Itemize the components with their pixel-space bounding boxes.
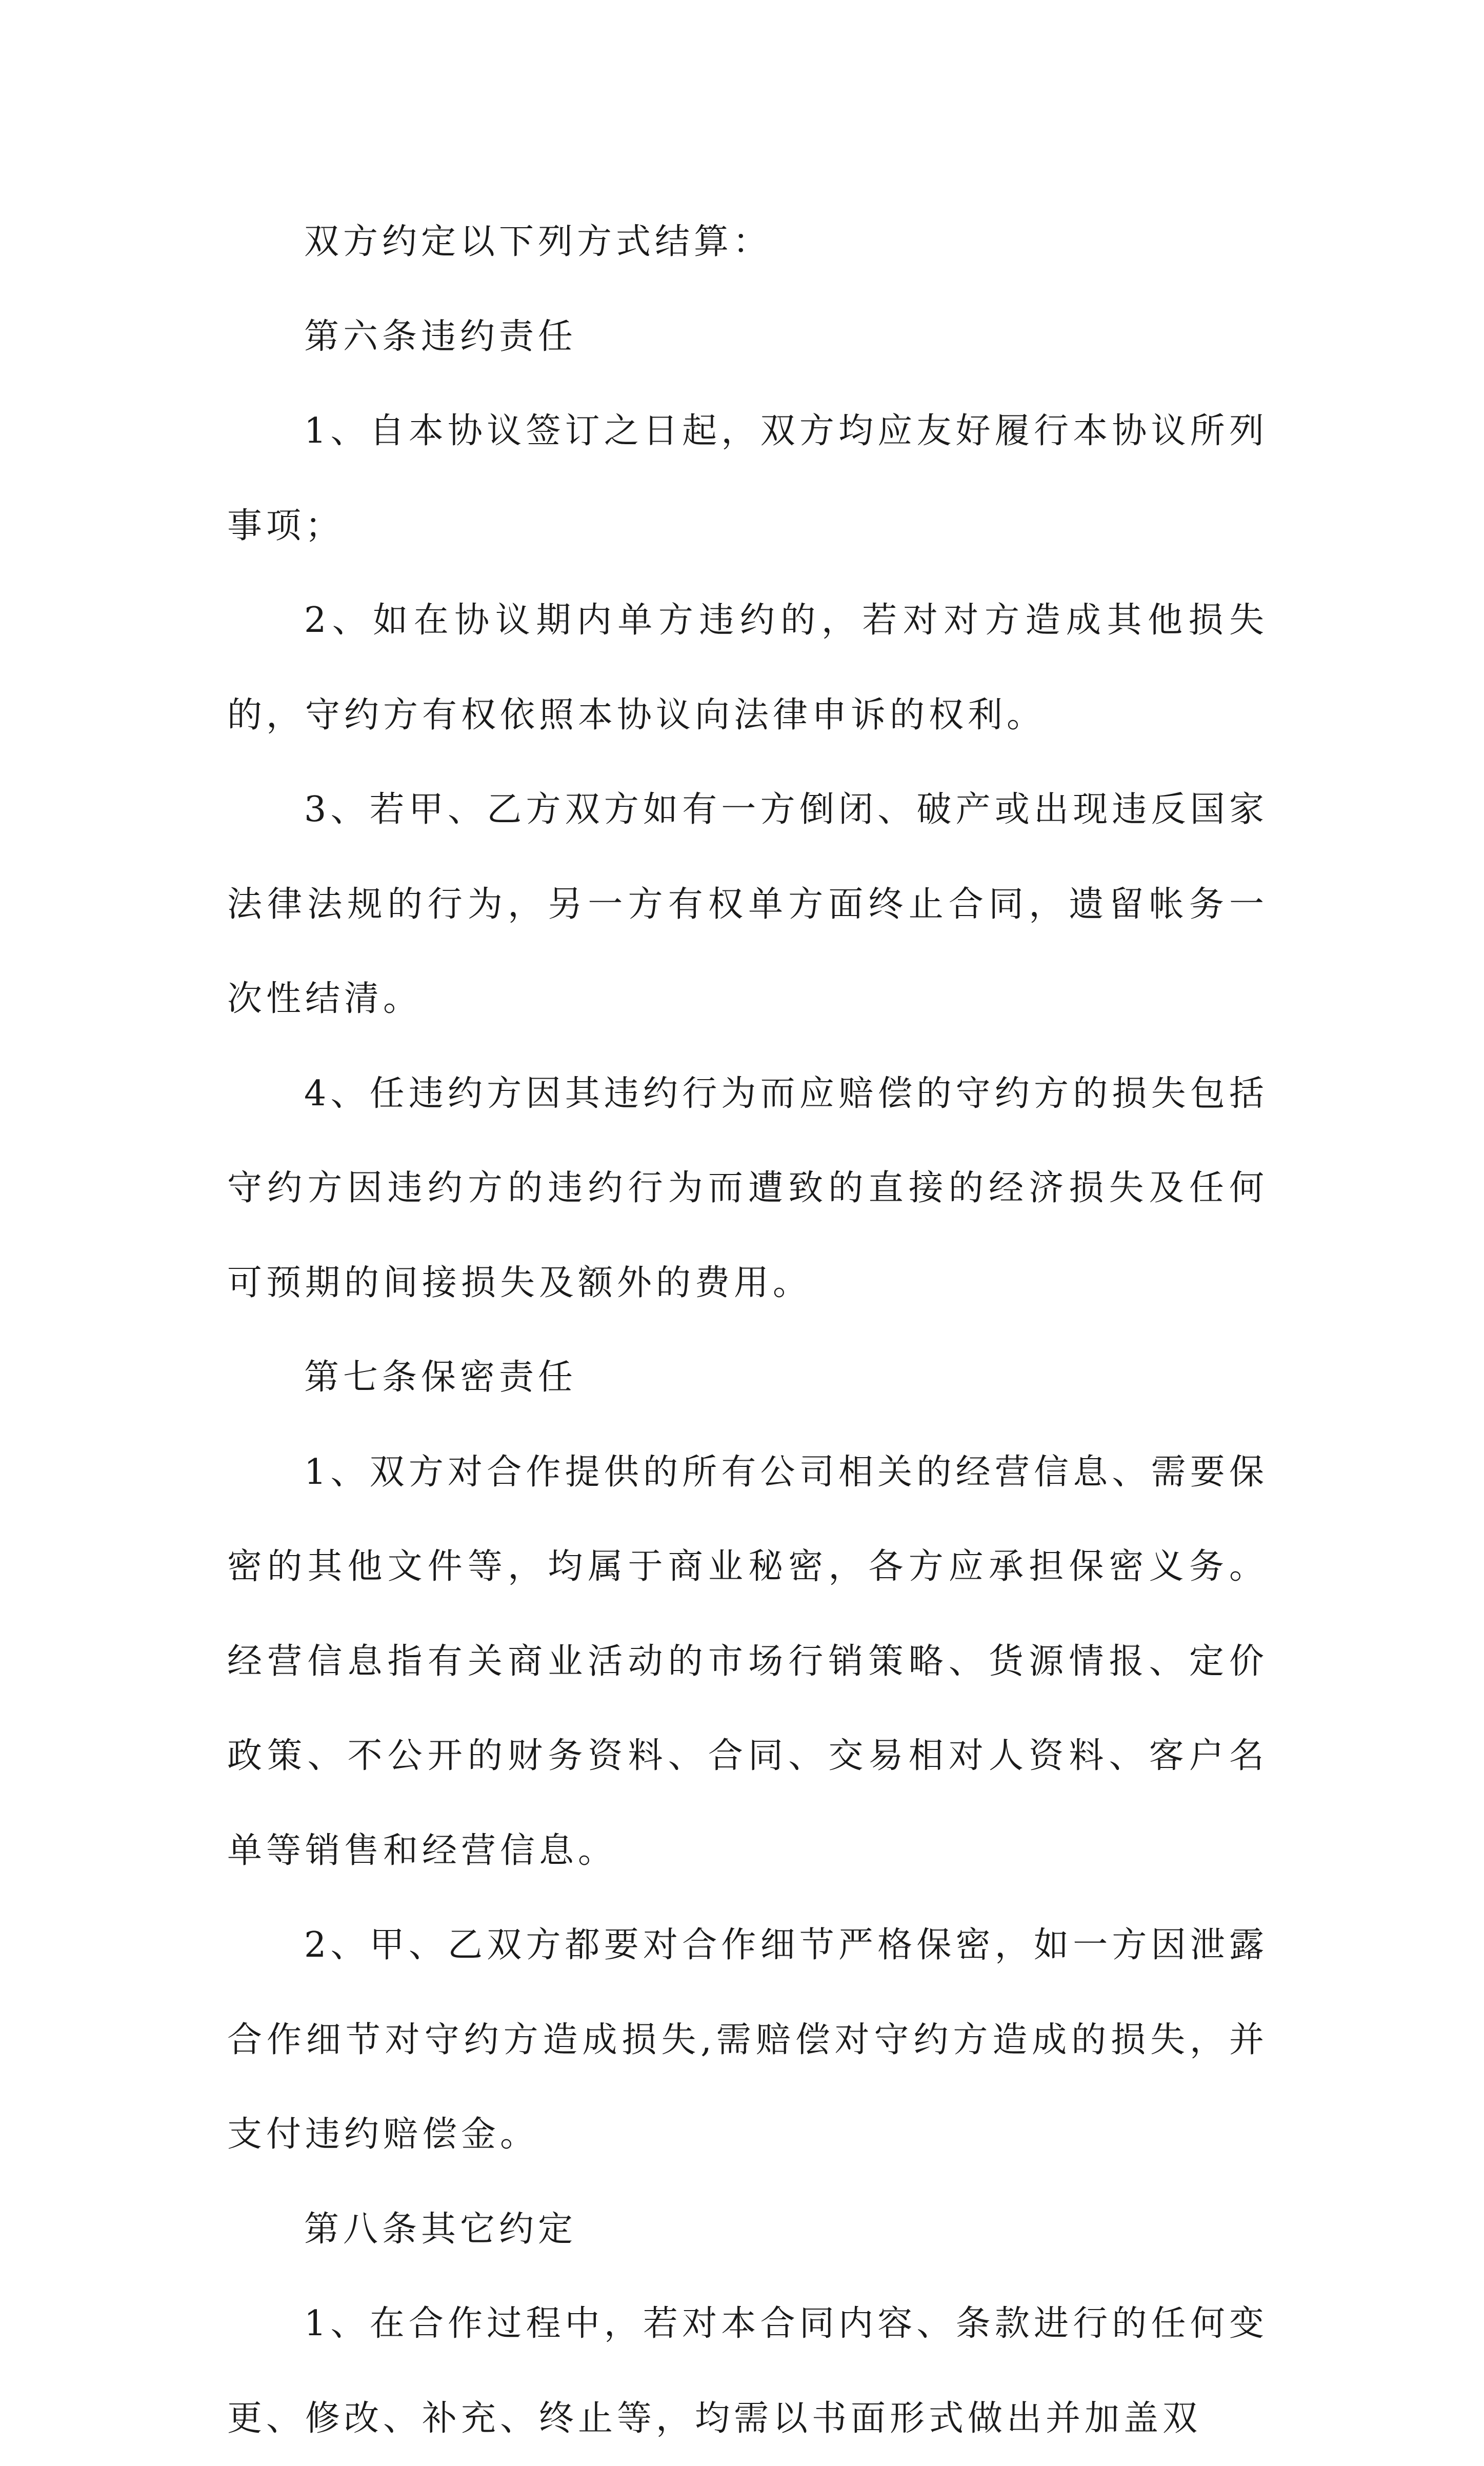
paragraph-article-8-item-1: 1、在合作过程中，若对本合同内容、条款进行的任何变更、修改、补充、终止等，均需以书面形式做出并加盖双 bbox=[227, 2303, 1268, 2439]
paragraph-article-6-item-3: 3、若甲、乙方双方如有一方倒闭、破产或出现违反国家法律法规的行为，另一方有权单方面终止合同，遗留帐务一次性结清。 bbox=[227, 789, 1268, 1019]
document-body bbox=[227, 195, 1268, 2466]
section-heading-article-6: 第六条违约责任 bbox=[304, 316, 577, 357]
section-heading-article-7: 第七条保密责任 bbox=[304, 1357, 577, 1398]
section-heading-article-8: 第八条其它约定 bbox=[304, 2209, 577, 2250]
paragraph-settlement-method: 双方约定以下列方式结算： bbox=[304, 222, 772, 262]
paragraph-article-6-item-4: 4、任违约方因其违约行为而应赔偿的守约方的损失包括守约方因违约方的违约行为而遭致的直接的经济损失及任何可预期的间接损失及额外的费用。 bbox=[227, 1073, 1268, 1303]
paragraph-article-7-item-2: 2、甲、乙双方都要对合作细节严格保密，如一方因泄露合作细节对守约方造成损失,需赔偿对守约方造成的损失，并支付违约赔偿金。 bbox=[227, 1925, 1268, 2155]
paragraph-article-7-item-1: 1、双方对合作提供的所有公司相关的经营信息、需要保密的其他文件等，均属于商业秘密，各方应承担保密义务。经营信息指有关商业活动的市场行销策略、货源情报、定价政策、不公开的财务资料、合同、交易相对人资料、客户名单等销售和经营信息。 bbox=[227, 1451, 1268, 1871]
paragraph-article-6-item-2: 2、如在协议期内单方违约的，若对对方造成其他损失的，守约方有权依照本协议向法律申诉的权利。 bbox=[227, 600, 1268, 735]
paragraph-article-6-item-1: 1、自本协议签订之日起，双方均应友好履行本协议所列事项； bbox=[227, 411, 1268, 546]
